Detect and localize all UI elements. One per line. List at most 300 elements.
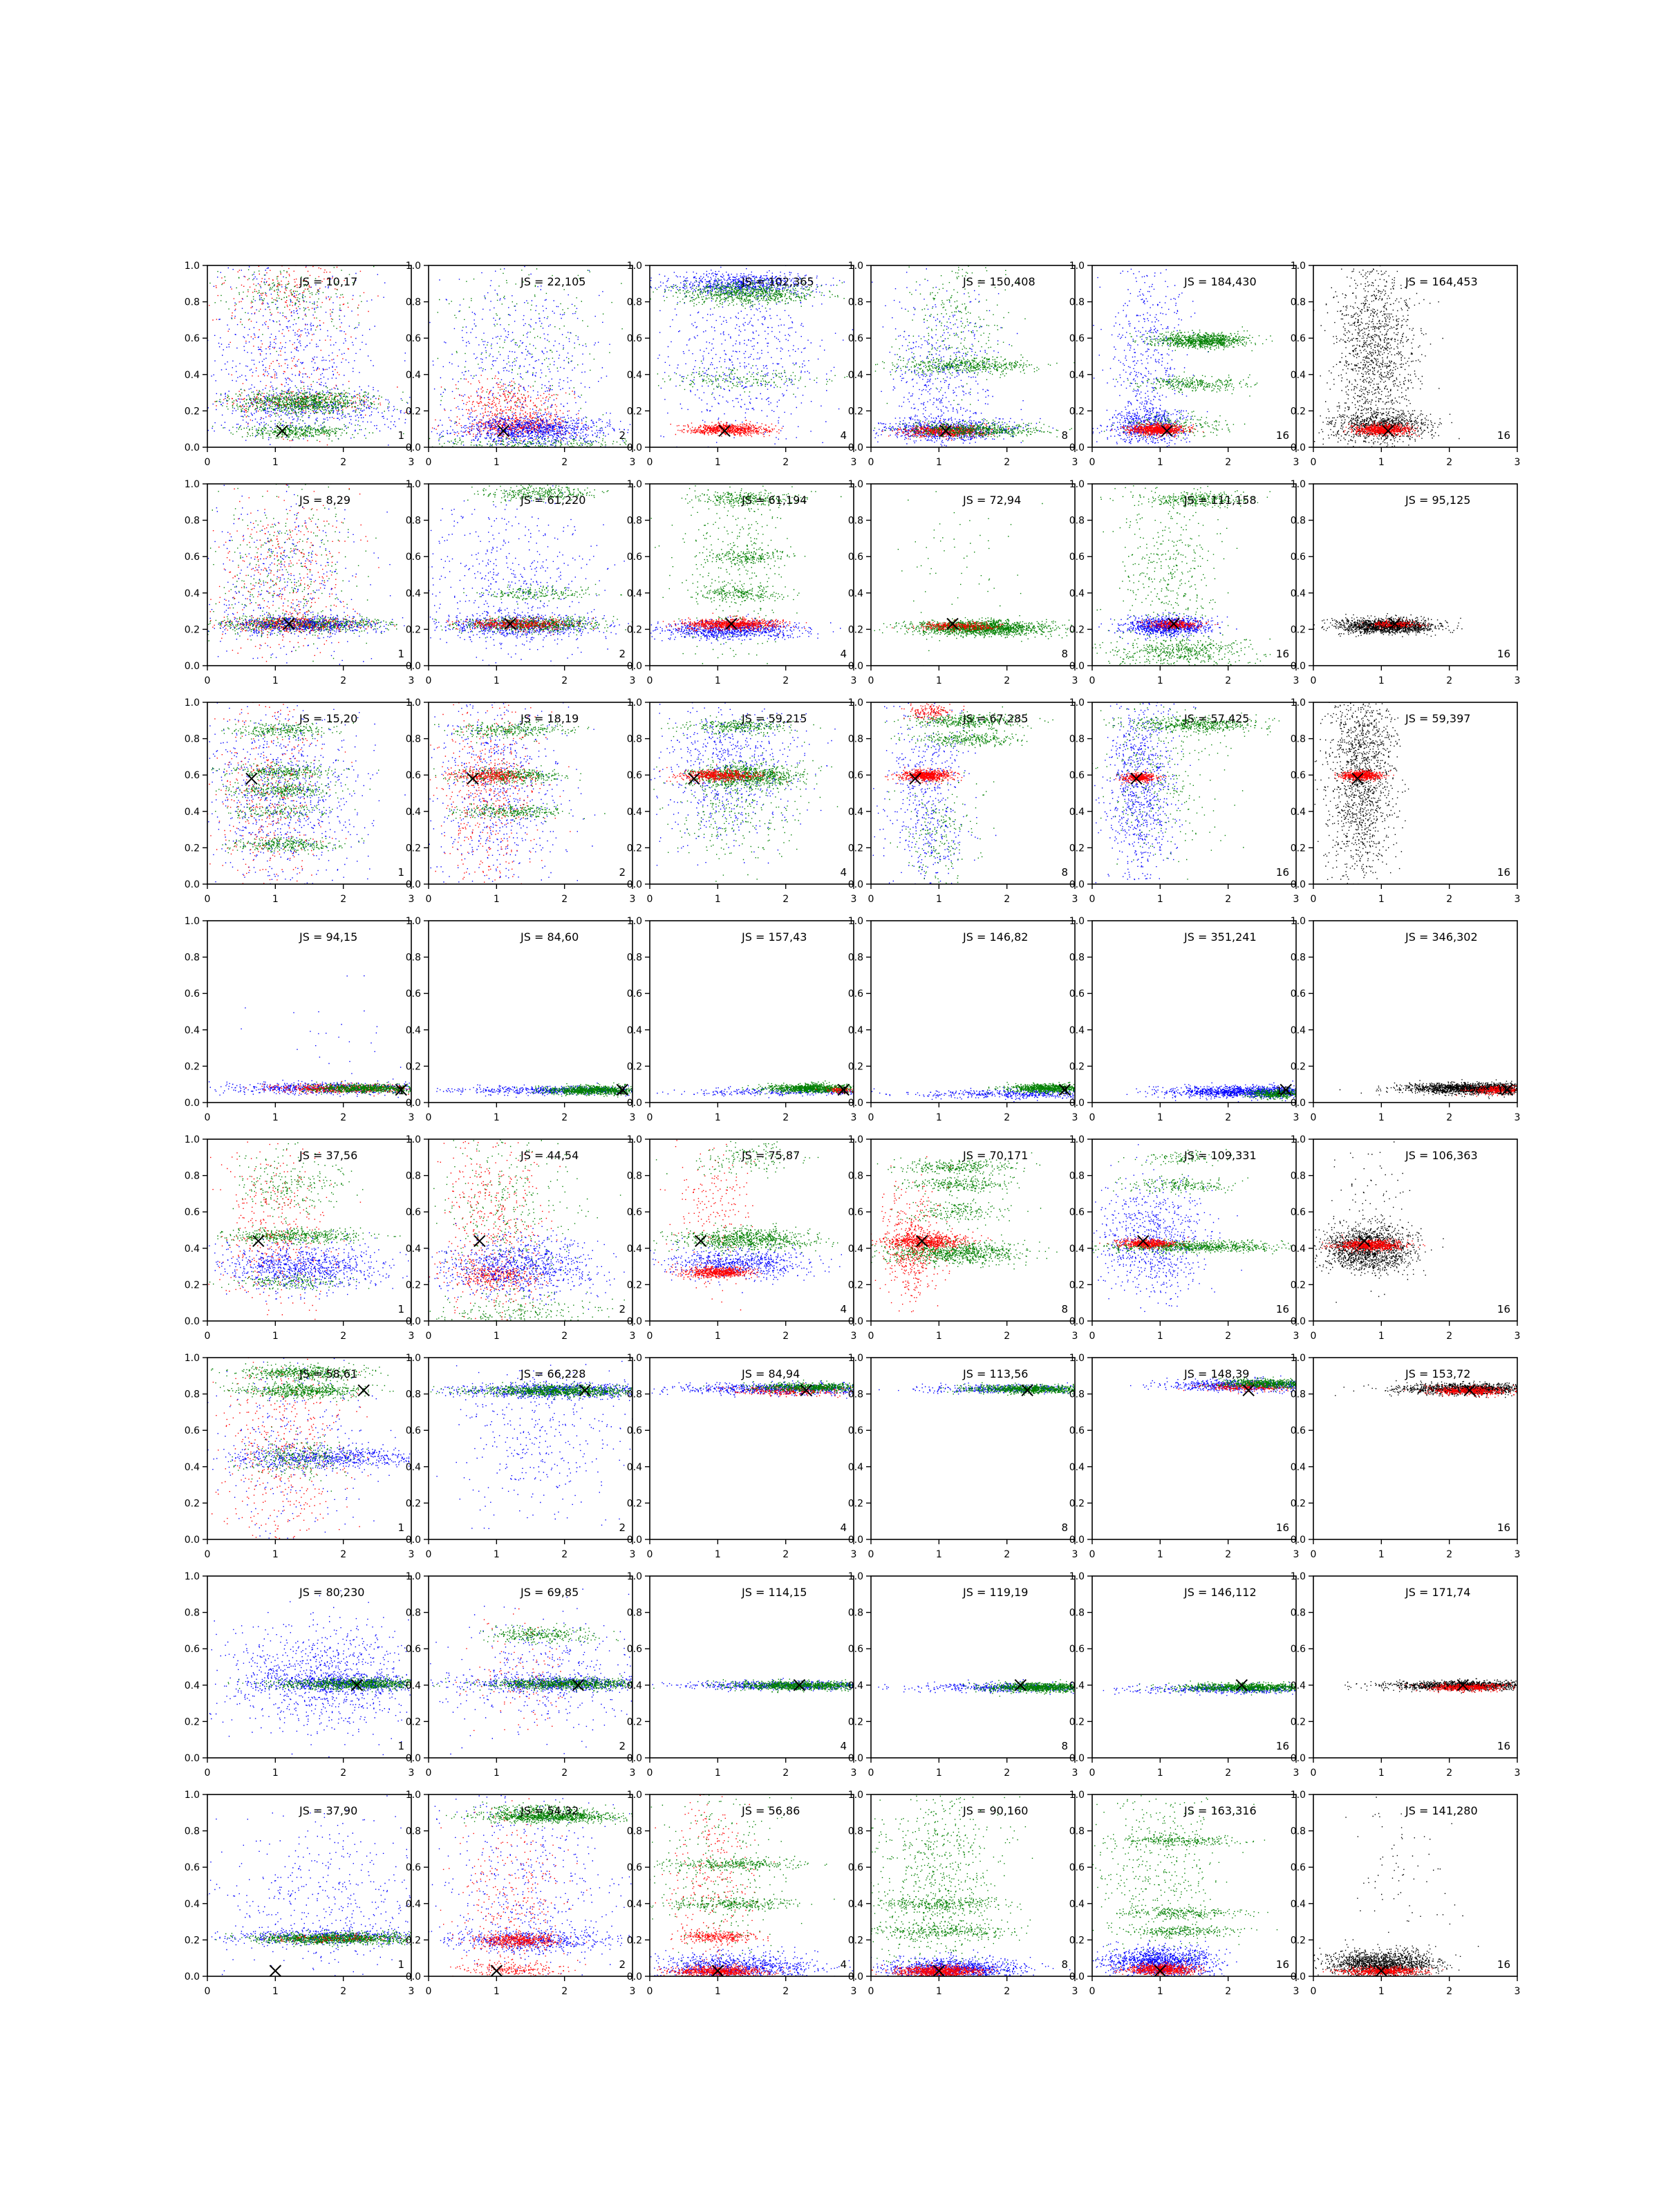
x-tick-label: 3 [1293, 1331, 1300, 1342]
js-annotation: JS = 90,160 [963, 1804, 1029, 1817]
x-tick-label: 2 [782, 1549, 789, 1560]
y-tick-label: 0.2 [405, 1061, 421, 1073]
y-tick-label: 0.4 [184, 1024, 200, 1036]
x-tick-label: 1 [493, 1768, 500, 1779]
scatter-points [1091, 1793, 1277, 1978]
y-tick-label: 0.2 [626, 1716, 642, 1728]
js-annotation: JS = 70,171 [963, 1149, 1029, 1162]
y-tick-label: 1.0 [184, 697, 200, 709]
x-tick-label: 1 [714, 675, 721, 686]
x-tick-label: 1 [1156, 1549, 1163, 1560]
corner-label: 16 [1497, 429, 1510, 442]
y-tick-label: 0.0 [184, 1316, 200, 1327]
point-cluster-green [1113, 1174, 1248, 1194]
corner-label: 8 [1061, 1303, 1068, 1315]
point-cluster-green [216, 1929, 413, 1948]
y-tick-label: 0.8 [847, 1607, 863, 1619]
point-cluster-green [651, 482, 798, 668]
corner-label: 8 [1061, 1958, 1068, 1971]
scatter-points [871, 1152, 1058, 1312]
x-tick-label: 0 [425, 1549, 432, 1560]
x-tick-label: 3 [1514, 894, 1521, 905]
x-tick-label: 0 [1310, 457, 1317, 468]
scatter-points [1344, 1678, 1519, 1694]
panel-r8-c4 [848, 1790, 1078, 1997]
panel-r3-c2 [406, 697, 636, 905]
panel-r3-c3 [627, 697, 857, 905]
x-tick-label: 3 [850, 675, 857, 686]
y-tick-label: 0.0 [626, 1971, 642, 1983]
point-cluster-green [1139, 1680, 1299, 1696]
x-tick-label: 2 [561, 457, 568, 468]
js-annotation: JS = 119,19 [963, 1586, 1029, 1599]
js-annotation: JS = 106,363 [1405, 1149, 1478, 1162]
y-tick-label: 0.4 [1290, 1024, 1306, 1036]
y-tick-label: 0.0 [1290, 661, 1306, 672]
y-tick-label: 0.4 [1290, 369, 1306, 381]
corner-label: 4 [840, 429, 847, 442]
y-tick-label: 1.0 [405, 916, 421, 927]
x-tick-label: 3 [1071, 1112, 1078, 1123]
y-tick-label: 0.8 [626, 952, 642, 964]
js-annotation: JS = 58,61 [299, 1367, 358, 1380]
x-tick-label: 3 [850, 894, 857, 905]
x-tick-label: 0 [1310, 1768, 1317, 1779]
point-cluster-red [450, 1958, 586, 1978]
x-tick-label: 2 [561, 894, 568, 905]
point-cluster-blue [207, 702, 406, 885]
y-tick-label: 0.4 [847, 1243, 863, 1255]
y-tick-label: 0.2 [847, 1498, 863, 1510]
panel-r6-c3 [627, 1353, 857, 1560]
y-tick-label: 0.8 [626, 733, 642, 745]
point-cluster-black [1313, 613, 1463, 637]
js-annotation: JS = 37,90 [299, 1804, 358, 1817]
point-cluster-green [207, 611, 397, 636]
x-tick-label: 0 [204, 1112, 211, 1123]
x-tick-label: 0 [1310, 894, 1317, 905]
point-cluster-blue [207, 1228, 413, 1302]
js-annotation: JS = 94,15 [299, 930, 358, 944]
y-tick-label: 0.6 [184, 1862, 200, 1874]
point-cluster-green [891, 730, 1028, 748]
point-cluster-green [653, 1223, 838, 1257]
target-x-marker [270, 1965, 281, 1976]
axes-frame [429, 702, 632, 884]
y-tick-label: 0.0 [847, 1316, 863, 1327]
y-tick-label: 0.0 [847, 1098, 863, 1109]
y-tick-label: 0.0 [405, 1535, 421, 1546]
target-x-marker [358, 1385, 369, 1396]
scatter-points [436, 1082, 634, 1098]
y-tick-label: 0.0 [847, 661, 863, 672]
panel-r7-c6 [1291, 1571, 1521, 1779]
point-cluster-blue [427, 1357, 632, 1529]
x-tick-label: 0 [1089, 457, 1096, 468]
corner-label: 4 [840, 648, 847, 660]
y-tick-label: 1.0 [405, 1571, 421, 1582]
x-tick-label: 0 [646, 675, 653, 686]
y-tick-label: 0.2 [1069, 624, 1085, 636]
x-tick-label: 0 [425, 1112, 432, 1123]
y-tick-label: 0.8 [1290, 515, 1306, 527]
x-tick-label: 0 [204, 1331, 211, 1342]
y-tick-label: 0.0 [1069, 879, 1085, 890]
js-annotation: JS = 114,15 [742, 1586, 807, 1599]
x-tick-label: 2 [782, 1112, 789, 1123]
y-tick-label: 0.0 [405, 442, 421, 453]
y-tick-label: 0.0 [1069, 1316, 1085, 1327]
js-annotation: JS = 80,230 [299, 1586, 365, 1599]
y-tick-label: 0.6 [1290, 1425, 1306, 1437]
point-cluster-red [1335, 769, 1394, 783]
x-tick-label: 0 [1089, 675, 1096, 686]
x-tick-label: 2 [1446, 457, 1453, 468]
x-tick-label: 0 [1310, 1549, 1317, 1560]
axes-frame [429, 1576, 632, 1758]
y-tick-label: 0.8 [184, 297, 200, 308]
x-tick-label: 1 [272, 675, 279, 686]
corner-label: 16 [1497, 1521, 1510, 1534]
y-tick-label: 0.0 [626, 1535, 642, 1546]
point-cluster-green [871, 1235, 1057, 1270]
x-tick-label: 3 [1514, 1549, 1521, 1560]
point-cluster-red [658, 1140, 760, 1311]
x-tick-label: 0 [646, 1768, 653, 1779]
js-annotation: JS = 113,56 [963, 1367, 1029, 1380]
js-annotation: JS = 18,19 [521, 712, 579, 725]
y-tick-label: 1.0 [405, 261, 421, 272]
x-tick-label: 2 [561, 1549, 568, 1560]
y-tick-label: 0.0 [626, 1316, 642, 1327]
x-tick-label: 1 [935, 894, 942, 905]
js-annotation: JS = 150,408 [963, 275, 1035, 288]
y-tick-label: 0.0 [1290, 1535, 1306, 1546]
y-tick-label: 0.6 [184, 1207, 200, 1219]
point-cluster-green [1130, 326, 1273, 352]
x-tick-label: 1 [714, 1112, 721, 1123]
corner-label: 8 [1061, 1521, 1068, 1534]
x-tick-label: 1 [1378, 1986, 1385, 1997]
y-tick-label: 0.6 [1290, 770, 1306, 782]
y-tick-label: 0.6 [184, 1425, 200, 1437]
y-tick-label: 0.0 [1069, 1753, 1085, 1764]
js-annotation: JS = 56,86 [742, 1804, 800, 1817]
corner-label: 16 [1275, 1085, 1289, 1097]
x-tick-label: 0 [204, 1986, 211, 1997]
scatter-points [653, 1678, 856, 1693]
scatter-points [1312, 702, 1409, 886]
scatter-points [207, 265, 413, 449]
point-cluster-blue [241, 975, 401, 1095]
x-tick-label: 2 [1004, 675, 1011, 686]
y-tick-label: 0.8 [184, 733, 200, 745]
y-tick-label: 1.0 [405, 1790, 421, 1801]
y-tick-label: 0.8 [626, 1170, 642, 1182]
y-tick-label: 0.4 [847, 369, 863, 381]
scatter-points [879, 1382, 1077, 1396]
x-tick-label: 2 [1004, 1112, 1011, 1123]
x-tick-label: 1 [493, 1331, 500, 1342]
y-tick-label: 0.2 [626, 624, 642, 636]
y-tick-label: 0.2 [626, 1498, 642, 1510]
corner-label: 16 [1497, 1085, 1510, 1097]
x-tick-label: 2 [1446, 675, 1453, 686]
point-cluster-green [438, 264, 623, 447]
js-annotation: JS = 44,54 [521, 1149, 579, 1162]
scatter-points [1103, 1680, 1299, 1696]
js-annotation: JS = 146,82 [963, 930, 1029, 944]
y-tick-label: 0.2 [847, 624, 863, 636]
x-tick-label: 3 [1071, 894, 1078, 905]
y-tick-label: 0.2 [1290, 1061, 1306, 1073]
y-tick-label: 0.4 [626, 1243, 642, 1255]
x-tick-label: 1 [714, 1986, 721, 1997]
axes-frame [871, 921, 1075, 1103]
x-tick-label: 1 [1378, 1549, 1385, 1560]
y-tick-label: 0.8 [184, 1826, 200, 1837]
y-tick-label: 0.8 [847, 515, 863, 527]
corner-label: 2 [619, 866, 626, 879]
y-tick-label: 0.8 [847, 1170, 863, 1182]
corner-label: 2 [619, 1740, 626, 1752]
corner-label: 1 [397, 1303, 404, 1315]
point-cluster-green [480, 1623, 619, 1645]
point-cluster-blue [429, 1219, 633, 1319]
y-tick-label: 0.6 [1069, 1644, 1085, 1656]
y-tick-label: 0.0 [626, 661, 642, 672]
scatter-points [1092, 265, 1273, 449]
point-cluster-red [901, 702, 964, 722]
y-tick-label: 0.0 [1290, 1098, 1306, 1109]
y-tick-label: 0.2 [184, 843, 200, 854]
panel-r8-c1 [185, 1790, 415, 1997]
panel-r8-c6 [1291, 1790, 1521, 1997]
x-tick-label: 0 [425, 675, 432, 686]
js-annotation: JS = 37,56 [299, 1149, 358, 1162]
panel-r7-c3 [627, 1571, 857, 1779]
y-tick-label: 0.8 [1069, 1826, 1085, 1837]
panel-r2-c1 [185, 479, 415, 686]
y-tick-label: 0.2 [1069, 1498, 1085, 1510]
y-tick-label: 0.8 [405, 297, 421, 308]
panel-r5-c1 [185, 1134, 415, 1342]
y-tick-label: 0.2 [184, 406, 200, 418]
x-tick-label: 1 [493, 1986, 500, 1997]
point-cluster-green [870, 1891, 1022, 1916]
y-tick-label: 0.0 [1069, 1535, 1085, 1546]
x-tick-label: 1 [493, 457, 500, 468]
x-tick-label: 3 [1071, 1549, 1078, 1560]
x-tick-label: 2 [1225, 1331, 1232, 1342]
corner-label: 4 [840, 1521, 847, 1534]
panel-r2-c3 [627, 479, 857, 686]
y-tick-label: 0.8 [1069, 1607, 1085, 1619]
x-tick-label: 0 [204, 894, 211, 905]
scatter-points [207, 1795, 413, 1978]
y-tick-label: 0.8 [1069, 1389, 1085, 1400]
y-tick-label: 0.2 [1290, 1280, 1306, 1291]
y-tick-label: 0.2 [1290, 1716, 1306, 1728]
scatter-points [1091, 483, 1271, 668]
axes-frame [650, 1794, 854, 1976]
x-tick-label: 3 [850, 1986, 857, 1997]
y-tick-label: 1.0 [1069, 1134, 1085, 1145]
x-tick-label: 2 [561, 1112, 568, 1123]
scatter-points [649, 265, 853, 450]
y-tick-label: 1.0 [1069, 1571, 1085, 1582]
y-tick-label: 0.4 [184, 1680, 200, 1691]
js-annotation: JS = 184,430 [1184, 275, 1257, 288]
point-cluster-green [433, 1675, 635, 1692]
point-cluster-green [463, 584, 622, 605]
x-tick-label: 3 [629, 457, 636, 468]
point-cluster-red [1112, 421, 1203, 440]
scatter-points [427, 1357, 635, 1529]
y-tick-label: 0.8 [1290, 1170, 1306, 1182]
y-tick-label: 0.0 [847, 879, 863, 890]
x-tick-label: 2 [782, 1986, 789, 1997]
y-tick-label: 0.2 [1290, 624, 1306, 636]
y-tick-label: 1.0 [1290, 479, 1306, 490]
point-cluster-blue [650, 1238, 842, 1293]
y-tick-label: 1.0 [626, 916, 642, 927]
y-tick-label: 0.2 [184, 1498, 200, 1510]
y-tick-label: 0.6 [1069, 770, 1085, 782]
point-cluster-black [1335, 1797, 1479, 1973]
scatter-points [650, 1138, 842, 1311]
scatter-points [428, 483, 633, 668]
point-cluster-green [652, 1897, 835, 1913]
x-tick-label: 3 [408, 1986, 415, 1997]
y-tick-label: 0.6 [847, 1862, 863, 1874]
axes-frame [1092, 265, 1296, 447]
point-cluster-green [656, 1138, 818, 1188]
panel-r5-c6 [1291, 1134, 1521, 1342]
point-cluster-green [1091, 1793, 1254, 1978]
js-annotation: JS = 69,85 [521, 1586, 579, 1599]
js-annotation: JS = 54,32 [521, 1804, 579, 1817]
y-tick-label: 1.0 [847, 479, 863, 490]
point-cluster-red [432, 409, 589, 446]
panel-r7-c4 [848, 1571, 1078, 1779]
y-tick-label: 0.4 [1069, 1243, 1085, 1255]
x-tick-label: 0 [646, 1549, 653, 1560]
scatter-points [207, 1138, 413, 1320]
y-tick-label: 0.6 [847, 1644, 863, 1656]
x-tick-label: 1 [272, 457, 279, 468]
y-tick-label: 1.0 [626, 697, 642, 709]
y-tick-label: 1.0 [1290, 1571, 1306, 1582]
y-tick-label: 0.0 [184, 442, 200, 453]
y-tick-label: 0.2 [1069, 1935, 1085, 1947]
corner-label: 1 [397, 866, 404, 879]
point-cluster-green [875, 352, 1075, 378]
point-cluster-red [443, 1259, 548, 1292]
y-tick-label: 0.2 [847, 406, 863, 418]
scatter-points [209, 975, 413, 1098]
target-x-marker [719, 425, 730, 436]
js-annotation: JS = 61,220 [521, 494, 586, 507]
y-tick-label: 0.4 [1069, 369, 1085, 381]
js-annotation: JS = 84,94 [742, 1367, 800, 1380]
axes-frame [429, 265, 632, 447]
y-tick-label: 0.8 [405, 952, 421, 964]
corner-label: 8 [1061, 429, 1068, 442]
x-tick-label: 3 [850, 1549, 857, 1560]
x-tick-label: 3 [629, 1549, 636, 1560]
corner-label: 1 [397, 1958, 404, 1971]
y-tick-label: 0.6 [626, 1862, 642, 1874]
y-tick-label: 1.0 [405, 1134, 421, 1145]
x-tick-label: 3 [629, 1112, 636, 1123]
y-tick-label: 0.8 [184, 1170, 200, 1182]
y-tick-label: 0.6 [405, 770, 421, 782]
x-tick-label: 3 [1514, 457, 1521, 468]
scatter-points [1312, 1141, 1443, 1303]
axes-frame [1092, 1576, 1296, 1758]
axes-frame [871, 1358, 1075, 1539]
point-cluster-green [216, 781, 371, 800]
y-tick-label: 0.2 [847, 1935, 863, 1947]
corner-label: 1 [397, 1521, 404, 1534]
y-tick-label: 0.4 [1290, 1898, 1306, 1910]
y-tick-label: 0.6 [626, 333, 642, 345]
x-tick-label: 0 [204, 675, 211, 686]
scatter-points [650, 702, 838, 885]
y-tick-label: 0.6 [184, 770, 200, 782]
x-tick-label: 3 [1293, 457, 1300, 468]
y-tick-label: 0.4 [184, 806, 200, 818]
point-cluster-blue [427, 1795, 634, 1978]
y-tick-label: 0.0 [626, 442, 642, 453]
y-tick-label: 0.4 [626, 1461, 642, 1473]
panel-r3-c6 [1291, 697, 1521, 905]
y-tick-label: 1.0 [847, 697, 863, 709]
y-tick-label: 0.6 [184, 552, 200, 563]
js-annotation: JS = 15,20 [299, 712, 358, 725]
axes-frame [650, 921, 854, 1103]
axes-frame [1313, 921, 1517, 1103]
corner-label: 16 [1275, 1740, 1289, 1752]
point-cluster-red [435, 375, 579, 427]
y-tick-label: 0.4 [1069, 588, 1085, 599]
y-tick-label: 1.0 [626, 1790, 642, 1801]
panel-r8-c5 [1069, 1790, 1300, 1997]
y-tick-label: 0.8 [1069, 515, 1085, 527]
corner-label: 16 [1275, 1303, 1289, 1315]
point-cluster-blue [207, 1795, 413, 1978]
point-cluster-blue [429, 1922, 630, 1958]
axes-frame [207, 1794, 411, 1976]
scatter-points [429, 264, 635, 449]
x-tick-label: 2 [561, 1986, 568, 1997]
corner-label: 16 [1497, 1303, 1510, 1315]
y-tick-label: 0.0 [184, 661, 200, 672]
js-annotation: JS = 346,302 [1405, 930, 1478, 944]
corner-label: 16 [1497, 866, 1510, 879]
y-tick-label: 0.0 [1290, 1971, 1306, 1983]
y-tick-label: 0.6 [405, 988, 421, 1000]
x-tick-label: 0 [1089, 1986, 1096, 1997]
js-annotation: JS = 72,94 [963, 494, 1022, 507]
x-tick-label: 2 [340, 1986, 347, 1997]
point-cluster-red [210, 485, 379, 662]
y-tick-label: 0.4 [1069, 1461, 1085, 1473]
scatter-points [649, 1793, 856, 1978]
point-cluster-green [207, 1223, 400, 1246]
x-tick-label: 3 [850, 1112, 857, 1123]
